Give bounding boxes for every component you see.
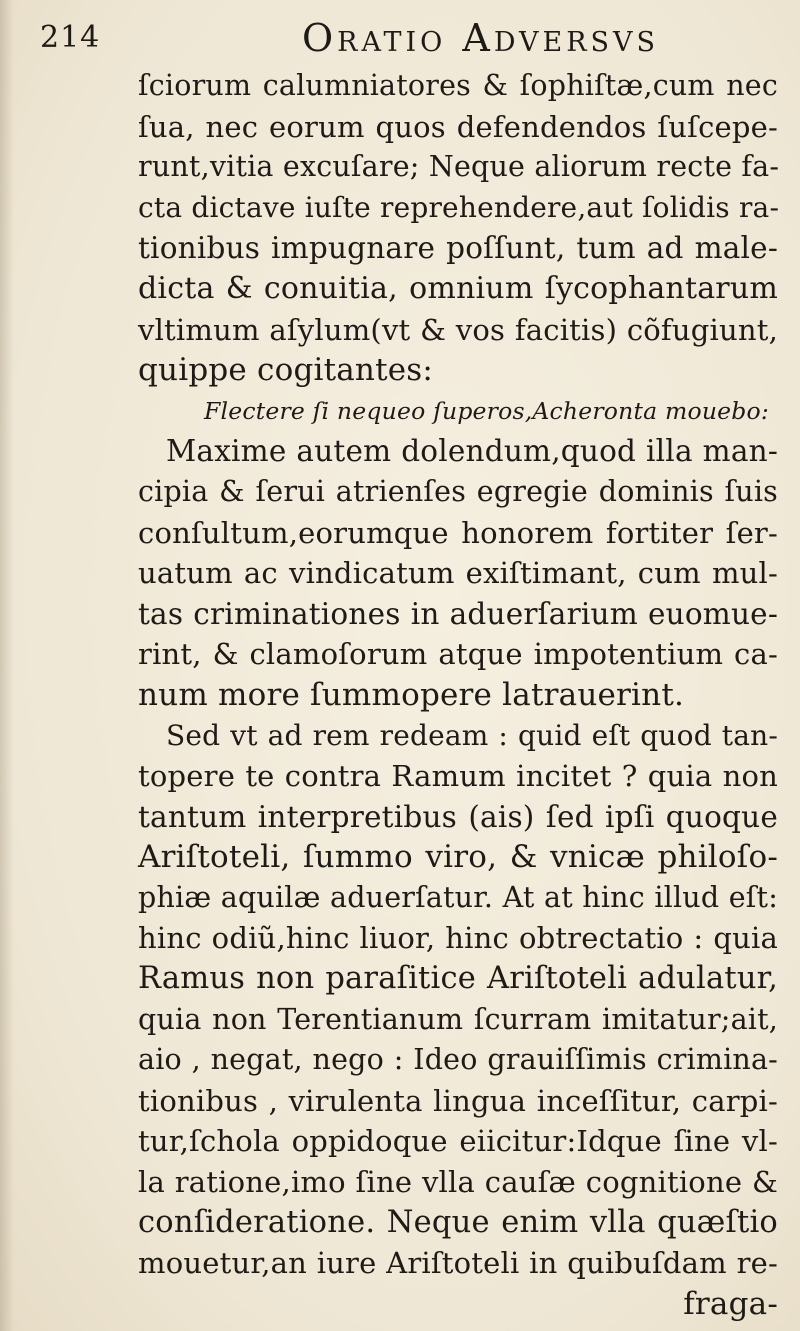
text-line: quia non Terentianum ſcurram imitatur;ait, [138, 1002, 778, 1036]
page-header [40, 14, 780, 64]
text-line: conſultum,eorumque honorem fortiter ſer- [138, 515, 778, 550]
text-line: tur,ſchola oppidoque eiicitur:Idque ſine vl- [138, 1124, 778, 1159]
text-line: tionibus , virulenta lingua inceſſitur, carpi- [138, 1083, 778, 1118]
text-line: aio , negat, nego : Ideo grauiſſimis crimina- [138, 1043, 778, 1077]
text-line: mouetur,an iure Ariſtoteli in quibuſdam re- [138, 1246, 778, 1281]
text-line: ſciorum calumniatores & ſophiſtæ,cum nec [138, 69, 778, 102]
running-head: Oratio Adversvs [302, 16, 660, 60]
text-line: phiæ aquilæ aduerſatur. At at hinc illud eſt: [138, 880, 778, 914]
text-line: num more ſummopere latrauerint. [138, 676, 685, 713]
text-line: topere te contra Ramum incitet ? quia non [138, 759, 778, 794]
text-line: cta dictave iuſte reprehendere,aut ſolidis ra- [138, 190, 780, 224]
verse-quotation: Flectere ſi nequeo ſuperos,Acheronta mouebo: [204, 396, 769, 425]
text-line: dicta & conuitia, omnium ſycophantarum [138, 270, 778, 306]
text-line: rint, & clamoſorum atque impotentium ca- [138, 637, 778, 672]
text-line: uatum ac vindicatum exiſtimant, cum mul- [138, 556, 778, 591]
text-line: runt,vitia excuſare; Neque aliorum recte fa- [138, 150, 780, 184]
text-line: conſideratione. Neque enim vlla quæſtio [138, 1204, 778, 1240]
text-line: tas criminationes in aduerſarium euomue- [138, 596, 778, 631]
text-line: tantum interpretibus (ais) ſed ipſi quoque [138, 799, 778, 834]
text-line: hinc odiũ,hinc liuor, hinc obtrectatio : quia [138, 921, 778, 956]
page-edge-shadow [0, 0, 14, 1331]
text-line: Ariſtoteli, ſummo viro, & vnicæ philoſo- [138, 839, 778, 876]
text-line: Sed vt ad rem redeam : quid eſt quod tan- [166, 718, 778, 752]
text-line: vltimum aſylum(vt & vos facitis) cõfugiunt, [138, 312, 778, 347]
catchword: fraga- [683, 1285, 778, 1322]
text-line: cipia & ſerui atrienſes egregie dominis ſuis [138, 474, 778, 508]
text-line: Maxime autem dolendum,quod illa man- [166, 434, 778, 469]
text-line: ſua, nec eorum quos defendendos ſuſcepe- [138, 109, 778, 144]
body-text [138, 66, 778, 1324]
page-number: 214 [40, 20, 101, 55]
text-line: quippe cogitantes: [138, 352, 434, 389]
text-line: tionibus impugnare poſſunt, tum ad male- [138, 231, 778, 266]
text-line: la ratione,imo ſine vlla cauſæ cognitione & [138, 1165, 778, 1200]
text-line: Ramus non paraſitice Ariſtoteli adulatur, [138, 961, 778, 997]
